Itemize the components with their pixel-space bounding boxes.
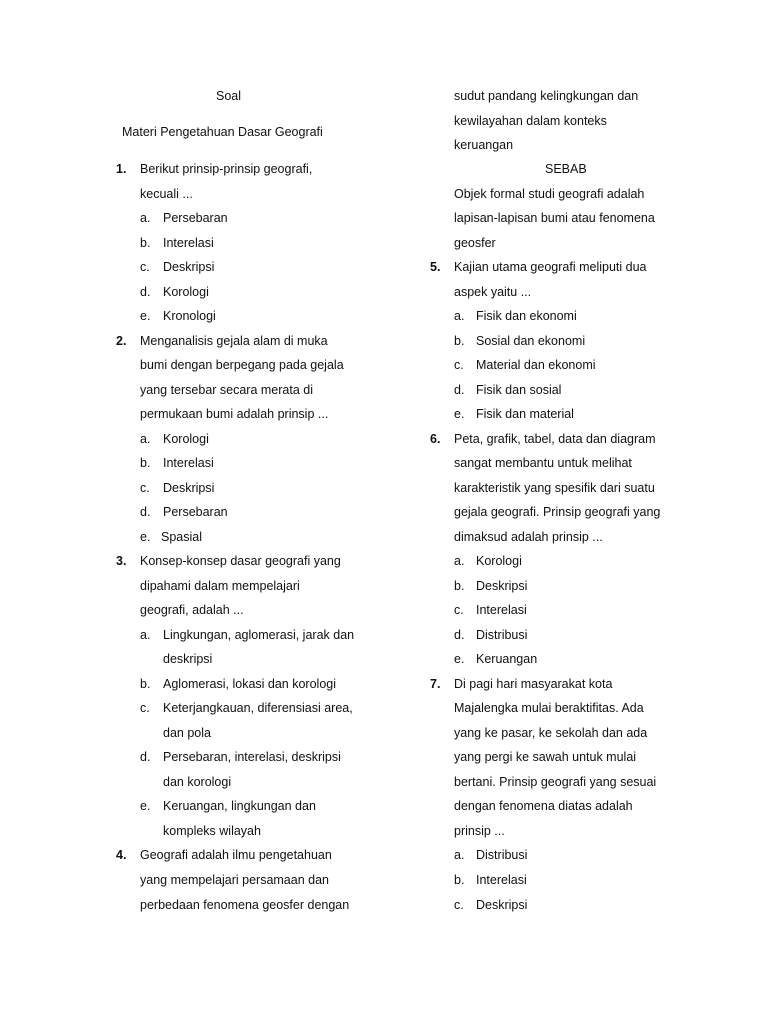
question-text-line: permukaan bumi adalah prinsip ... xyxy=(140,407,329,421)
option-letter: d. xyxy=(140,285,151,299)
option-text: Korologi xyxy=(163,432,209,446)
question-text-line: yang tersebar secara merata di xyxy=(140,383,314,397)
question-text-line: kecuali ... xyxy=(140,187,193,201)
option-letter: a. xyxy=(140,432,151,446)
question-text-line: sudut pandang kelingkungan dan xyxy=(454,89,639,103)
option-text: Spasial xyxy=(161,530,202,544)
option-letter: e. xyxy=(140,309,151,323)
option-text: Korologi xyxy=(163,285,209,299)
option-letter: e. xyxy=(140,799,151,813)
question-text-line: yang ke pasar, ke sekolah dan ada xyxy=(454,726,648,740)
option-letter: c. xyxy=(140,481,150,495)
question-number: 4. xyxy=(116,848,127,862)
option-text: Keterjangkauan, diferensiasi area, xyxy=(163,701,353,715)
option-text: Fisik dan material xyxy=(476,407,574,421)
question-text-line: dimaksud adalah prinsip ... xyxy=(454,530,603,544)
question-text-line: dipahami dalam mempelajari xyxy=(140,579,300,593)
option-text: Aglomerasi, lokasi dan korologi xyxy=(163,677,337,691)
option-text: Deskripsi xyxy=(476,898,528,912)
option-text: Deskripsi xyxy=(476,579,528,593)
option-text: Keruangan, lingkungan dan xyxy=(163,799,316,813)
option-letter: a. xyxy=(454,848,465,862)
document-title: Soal xyxy=(216,89,242,103)
option-text: Interelasi xyxy=(163,456,214,470)
option-letter: d. xyxy=(454,628,465,642)
question-text-line: yang mempelajari persamaan dan xyxy=(140,873,329,887)
option-letter: d. xyxy=(140,750,151,764)
option-text: Kronologi xyxy=(163,309,216,323)
reason-text-line: Objek formal studi geografi adalah xyxy=(454,187,645,201)
question-text-line: geografi, adalah ... xyxy=(140,603,244,617)
document-subtitle: Materi Pengetahuan Dasar Geografi xyxy=(122,125,323,139)
option-letter: b. xyxy=(140,677,151,691)
question-text-line: kewilayahan dalam konteks xyxy=(454,114,607,128)
option-letter: b. xyxy=(140,236,151,250)
reason-text-line: lapisan-lapisan bumi atau fenomena xyxy=(454,211,655,225)
question-text-line: karakteristik yang spesifik dari suatu xyxy=(454,481,655,495)
option-text: Interelasi xyxy=(476,603,527,617)
question-text-line: prinsip ... xyxy=(454,824,505,838)
option-text: Interelasi xyxy=(476,873,527,887)
question-number: 3. xyxy=(116,554,127,568)
option-text: deskripsi xyxy=(163,652,213,666)
question-number: 1. xyxy=(116,162,127,176)
option-text: Persebaran xyxy=(163,505,228,519)
question-text-line: yang pergi ke sawah untuk mulai xyxy=(454,750,637,764)
question-text-line: keruangan xyxy=(454,138,514,152)
option-text: Lingkungan, aglomerasi, jarak dan xyxy=(163,628,355,642)
option-letter: a. xyxy=(454,554,465,568)
question-text-line: sangat membantu untuk melihat xyxy=(454,456,632,470)
question-text-line: bumi dengan berpegang pada gejala xyxy=(140,358,344,372)
option-letter: e. xyxy=(454,407,465,421)
question-text-line: Menganalisis gejala alam di muka xyxy=(140,334,328,348)
question-text-line: perbedaan fenomena geosfer dengan xyxy=(140,898,350,912)
option-letter: c. xyxy=(454,898,464,912)
question-text-line: Di pagi hari masyarakat kota xyxy=(454,677,613,691)
option-text: Fisik dan ekonomi xyxy=(476,309,577,323)
option-text: Deskripsi xyxy=(163,481,215,495)
option-letter: c. xyxy=(140,260,150,274)
option-letter: c. xyxy=(454,358,464,372)
question-number: 5. xyxy=(430,260,441,274)
option-letter: e. xyxy=(140,530,151,544)
question-text-line: aspek yaitu ... xyxy=(454,285,532,299)
option-letter: a. xyxy=(454,309,465,323)
option-letter: c. xyxy=(140,701,150,715)
option-text: Korologi xyxy=(476,554,522,568)
option-letter: a. xyxy=(140,211,151,225)
question-text-line: Konsep-konsep dasar geografi yang xyxy=(140,554,341,568)
option-text: Persebaran xyxy=(163,211,228,225)
question-text-line: Berikut prinsip-prinsip geografi, xyxy=(140,162,313,176)
option-letter: a. xyxy=(140,628,151,642)
question-text-line: Geografi adalah ilmu pengetahuan xyxy=(140,848,332,862)
option-letter: d. xyxy=(454,383,465,397)
question-text-line: Peta, grafik, tabel, data dan diagram xyxy=(454,432,656,446)
option-text: Keruangan xyxy=(476,652,538,666)
question-text-line: gejala geografi. Prinsip geografi yang xyxy=(454,505,661,519)
question-text-line: bertani. Prinsip geografi yang sesuai xyxy=(454,775,657,789)
option-letter: b. xyxy=(140,456,151,470)
option-text: Sosial dan ekonomi xyxy=(476,334,586,348)
option-letter: e. xyxy=(454,652,465,666)
option-text: Persebaran, interelasi, deskripsi xyxy=(163,750,341,764)
option-text: dan pola xyxy=(163,726,211,740)
sebab-label: SEBAB xyxy=(545,162,587,176)
option-text: Distribusi xyxy=(476,628,528,642)
question-text-line: dengan fenomena diatas adalah xyxy=(454,799,633,813)
option-letter: c. xyxy=(454,603,464,617)
question-number: 2. xyxy=(116,334,127,348)
option-letter: d. xyxy=(140,505,151,519)
question-text-line: Kajian utama geografi meliputi dua xyxy=(454,260,647,274)
question-number: 6. xyxy=(430,432,441,446)
option-letter: b. xyxy=(454,873,465,887)
option-text: Material dan ekonomi xyxy=(476,358,596,372)
option-text: dan korologi xyxy=(163,775,232,789)
option-letter: b. xyxy=(454,579,465,593)
question-number: 7. xyxy=(430,677,441,691)
question-text-line: Majalengka mulai beraktifitas. Ada xyxy=(454,701,644,715)
option-text: Distribusi xyxy=(476,848,528,862)
option-text: Deskripsi xyxy=(163,260,215,274)
option-text: Interelasi xyxy=(163,236,214,250)
reason-text-line: geosfer xyxy=(454,236,496,250)
option-letter: b. xyxy=(454,334,465,348)
option-text: Fisik dan sosial xyxy=(476,383,562,397)
option-text: kompleks wilayah xyxy=(163,824,261,838)
